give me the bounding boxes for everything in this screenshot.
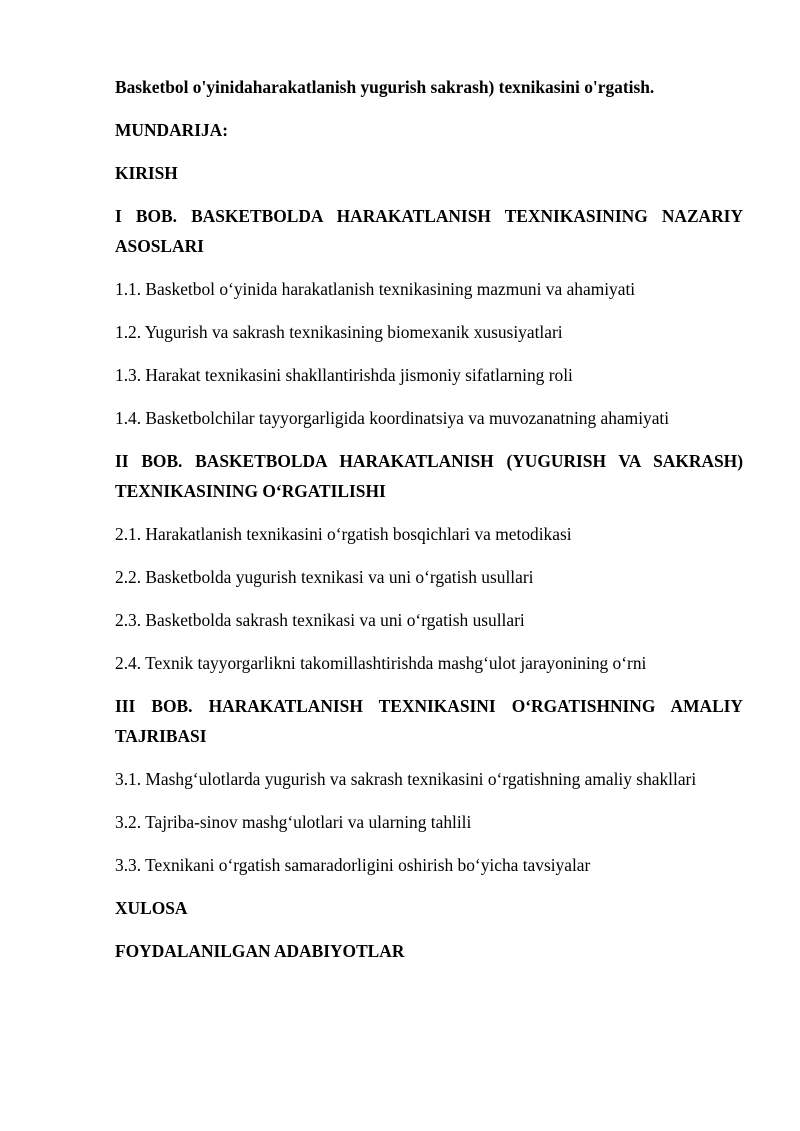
toc-entry-1-1: 1.1. Basketbol o‘yinida harakatlanish texnikasining mazmuni va ahamiyati <box>115 279 636 299</box>
document-content <box>115 72 743 979</box>
toc-entry-chapter-3: III BOB. HARAKATLANISH TEXNIKASINI O‘RGATISHNING AMALIY TAJRIBASI <box>115 696 743 746</box>
toc-entry-1-3: 1.3. Harakat texnikasini shakllantirishda jismoniy sifatlarning roli <box>115 365 573 385</box>
toc-entry-3-3: 3.3. Texnikani o‘rgatish samaradorligini oshirish bo‘yicha tavsiyalar <box>115 855 591 875</box>
document-title: Basketbol o'yinidaharakatlanish yugurish sakrash) texnikasini o'rgatish. <box>115 77 655 97</box>
toc-entry-chapter-2: II BOB. BASKETBOLDA HARAKATLANISH (YUGURISH VA SAKRASH) TEXNIKASINING O‘RGATILISHI <box>115 451 743 501</box>
toc-entry-references: FOYDALANILGAN ADABIYOTLAR <box>115 941 405 961</box>
toc-entry-chapter-1: I BOB. BASKETBOLDA HARAKATLANISH TEXNIKASINING NAZARIY ASOSLARI <box>115 206 743 256</box>
toc-entry-1-2: 1.2. Yugurish va sakrash texnikasining biomexanik xususiyatlari <box>115 322 563 342</box>
toc-entry-intro: KIRISH <box>115 163 178 183</box>
toc-entry-2-1: 2.1. Harakatlanish texnikasini o‘rgatish bosqichlari va metodikasi <box>115 524 572 544</box>
toc-entry-conclusion: XULOSA <box>115 898 188 918</box>
toc-entry-1-4: 1.4. Basketbolchilar tayyorgarligida koordinatsiya va muvozanatning ahamiyati <box>115 408 670 428</box>
toc-heading: MUNDARIJA: <box>115 120 229 140</box>
toc-entry-3-2: 3.2. Tajriba-sinov mashg‘ulotlari va ularning tahlili <box>115 812 472 832</box>
toc-entry-2-4: 2.4. Texnik tayyorgarlikni takomillashtirishda mashg‘ulot jarayonining o‘rni <box>115 653 647 673</box>
toc-entry-2-3: 2.3. Basketbolda sakrash texnikasi va uni o‘rgatish usullari <box>115 610 525 630</box>
toc-entry-2-2: 2.2. Basketbolda yugurish texnikasi va uni o‘rgatish usullari <box>115 567 534 587</box>
toc-entry-3-1: 3.1. Mashg‘ulotlarda yugurish va sakrash texnikasini o‘rgatishning amaliy shakllari <box>115 769 697 789</box>
